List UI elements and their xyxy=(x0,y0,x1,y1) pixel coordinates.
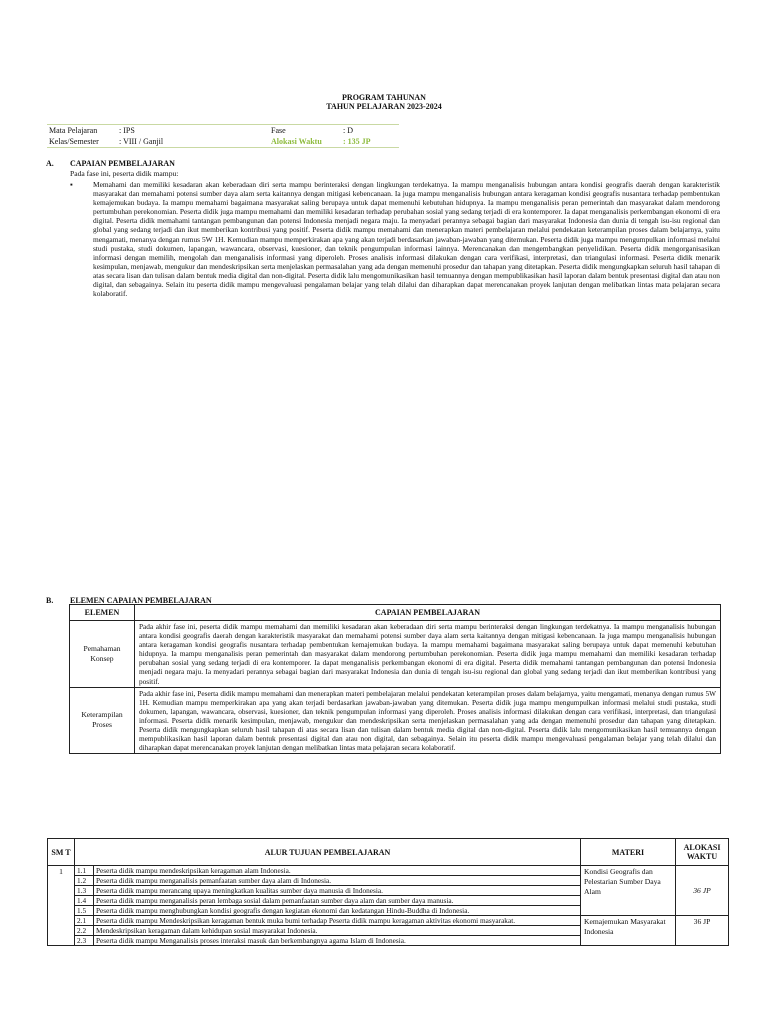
alokasi-value: : 135 JP xyxy=(341,136,399,148)
table-row xyxy=(48,866,729,876)
section-a-text: Memahami dan memiliki kesadaran akan keberadaan diri serta mampu berinteraksi dengan lingkungan terdekatnya. Ia mampu menganalisis hubungan antara kondisi geografis daerah dengan karakteristik masyarakat dan memahami potensi sumber daya alam serta kaitannya dengan mitigasi kebencanaan. Ia juga mampu menganalisis hubungan antara keragaman kondisi geografis nusantara terhadap pembentukan kemajemukan budaya. Ia mampu memahami bagaimana masyarakat saling berupaya untuk dapat memenuhi kebutuhan hidupnya. Ia mampu menganalisis peran pemerintah dan masyarakat dalam mendorong pertumbuhan perekonomian. Peserta didik juga mampu memahami dan memiliki kesadaran terhadap perubahan sosial yang sedang terjadi di era kontemporer. Ia dapat menganalisis perkembangan ekonomi di era digital. Peserta didik memahami tantangan pembangunan dan potensi Indonesia menjadi negara maju. Ia menyadari perannya sebagai bagian dari masyarakat Indonesia dan dunia di tengah isu-isu regional dan global yang sedang terjadi dan ikut memberikan kontribusi yang positif. Peserta didik mampu memahami dan menerapkan materi pembelajaran melalui pendekatan keterampilan proses dalam belajarnya, yaitu mengamati, menanya dengan rumus 5W 1H. Kemudian mampu memperkirakan apa yang akan terjadi berdasarkan jawaban-jawaban yang ditemukan. Peserta didik juga mampu mengumpulkan informasi melalui studi pustaka, studi dokumen, lapangan, wawancara, observasi, kuesioner, dan teknik pengumpulan informasi lainnya. Merencanakan dan mengembangkan penyelidikan. Peserta didik mengorganisasikan informasi dengan memilih, mengolah dan menganalisis informasi yang diperoleh. Proses analisis informasi dilakukan dengan cara verifikasi, interpretasi, dan triangulasi informasi. Peserta didik menarik kesimpulan, menjawab, mengukur dan mendeskripsikan serta menjelaskan permasalahan yang ada dengan memenuhi prosedur dan tahapan yang ditetapkan. Peserta didik mengungkapkan seluruh hasil tahapan di atas secara lisan dan tulisan dalam bentuk media digital dan non-digital. Peserta didik lalu mengomunikasikan hasil temuannya dengan mempublikasikan hasil laporan dalam bentuk presentasi digital dan atau non digital, dan sebagainya. Selain itu peserta didik mampu mengevaluasi pengalaman belajar yang telah dilalui dan diharapkan dapat merencanakan proyek lanjutan dengan melibatkan lintas mata pelajaran secara kolaboratif. xyxy=(93,180,720,299)
tp-text: Peserta didik mampu menganalisis pemanfaatan sumber daya alam di Indonesia. xyxy=(94,876,581,886)
elemen-label xyxy=(70,621,135,688)
capaian-text: Pada akhir fase ini, Peserta didik mampu memahami dan menerapkan materi pembelajaran melalui pendekatan keterampilan proses dalam belajarnya, yaitu mengamati, menanya dengan rumus 5W 1H. Kemudian mampu memperkirakan apa yang akan terjadi berdasarkan jawaban-jawaban yang ditemukan. Peserta didik juga mampu mengumpulkan informasi melalui studi pustaka, studi dokumen, lapangan, wawancara, observasi, kuesioner, dan teknik pengumpulan informasi yang diperoleh. Proses analisis informasi dilakukan dengan cara verifikasi, interpretasi, dan triangulasi informasi. Peserta didik menarik kesimpulan, menjawab, mengukur dan mendeskripsikan serta menjelaskan permasalahan yang ada dengan memenuhi prosedur dan tahapan yang ditetapkan. Peserta didik mengungkapkan seluruh hasil tahapan di atas secara lisan dan tulisan dalam bentuk media digital dan non-digital. Peserta didik lalu mengomunikasikan hasil temuannya dengan mempublikasikan hasil laporan dalam bentuk presentasi digital dan atau non digital, dan sebagainya. Selain itu peserta didik mampu mengevaluasi pengalaman belajar yang telah dilalui dan diharapkan dapat merencanakan proyek lanjutan dengan melibatkan lintas mata pelajaran secara kolaboratif. xyxy=(135,687,721,754)
fase-value: : D xyxy=(341,125,399,137)
tp-text: Peserta didik mampu menganalisis peran lembaga sosial dalam pemanfaatan sumber daya alam dan sumber daya manusia. xyxy=(94,896,581,906)
info-table xyxy=(47,124,399,148)
fase-label: Fase xyxy=(269,125,341,137)
alokasi-col-header xyxy=(676,839,729,866)
mapel-value: : IPS xyxy=(117,125,269,137)
kelas-label: Kelas/Semester xyxy=(47,136,117,148)
tp-number: 2.2 xyxy=(75,926,94,936)
elemen-label-line: Keterampilan xyxy=(81,710,123,720)
bullet-icon: ▪ xyxy=(70,180,73,189)
tp-number: 2.1 xyxy=(75,916,94,926)
alokasi-cell: 36 JP xyxy=(676,866,729,916)
doc-title: PROGRAM TAHUNAN xyxy=(342,93,426,102)
materi-cell: Kondisi Geografis dan Pelestarian Sumber Daya Alam xyxy=(581,866,676,916)
table-row xyxy=(48,916,729,926)
tp-number: 1.5 xyxy=(75,906,94,916)
tp-text: Peserta didik mampu mendeskripsikan keragaman alam Indonesia. xyxy=(94,866,581,876)
table-row xyxy=(70,621,721,688)
alur-col-header: ALUR TUJUAN PEMBELAJARAN xyxy=(75,839,581,866)
table-row xyxy=(70,687,721,754)
tp-number: 1.2 xyxy=(75,876,94,886)
section-a-intro: Pada fase ini, peserta didik mampu: xyxy=(70,169,179,178)
section-a-number: A. xyxy=(46,159,54,168)
tp-number: 1.1 xyxy=(75,866,94,876)
doc-year: TAHUN PELAJARAN 2023-2024 xyxy=(326,102,442,111)
atp-table xyxy=(47,838,729,946)
kelas-value: : VIII / Ganjil xyxy=(117,136,269,148)
materi-cell: Kemajemukan Masyarakat Indonesia xyxy=(581,916,676,946)
section-a-title: CAPAIAN PEMBELAJARAN xyxy=(70,159,175,168)
alokasi-header-line: ALOKASI xyxy=(683,843,721,852)
tp-text: Peserta didik mampu Mendeskripsikan keragaman bentuk muka bumi terhadap Peserta didik mampu keragaman aktivitas ekonomi masyarakat. xyxy=(94,916,581,926)
tp-text: Peserta didik mampu merancang upaya meningkatkan kualitas sumber daya manusia di Indonesia. xyxy=(94,886,581,896)
tp-number: 1.3 xyxy=(75,886,94,896)
tp-text: Peserta didik mampu menghubungkan kondisi geografis dengan kegiatan ekonomi dan kedatangan Hindu-Buddha di Indonesia. xyxy=(94,906,581,916)
capaian-col-header: CAPAIAN PEMBELAJARAN xyxy=(135,605,721,621)
elemen-label-line: Konsep xyxy=(90,653,114,663)
elemen-col-header: ELEMEN xyxy=(70,605,135,621)
tp-number: 2.3 xyxy=(75,936,94,946)
alokasi-label: Alokasi Waktu xyxy=(269,136,341,148)
alokasi-cell: 36 JP xyxy=(676,916,729,946)
elemen-label xyxy=(70,687,135,754)
capaian-text: Pada akhir fase ini, peserta didik mampu memahami dan memiliki kesadaran akan keberadaan diri serta mampu berinteraksi dengan lingkungan terdekatnya. Ia mampu menganalisis hubungan antara kondisi geografis daerah dengan karakteristik masyarakat dan memahami potensi sumber daya alam serta kaitannya dengan mitigasi kebencanaan. Ia juga mampu menganalisis hubungan antara keragaman kondisi geografis nusantara terhadap pembentukan kemajemukan budaya. Ia mampu memahami bagaimana masyarakat saling berupaya untuk dapat memenuhi kebutuhan hidupnya. Ia mampu menganalisis peran pemerintah dan masyarakat dalam mendorong pertumbuhan perekonomian. Peserta didik juga mampu memahami dan memiliki kesadaran terhadap perubahan sosial yang sedang terjadi di era kontemporer. Ia dapat menganalisis perkembangan ekonomi di era digital. Peserta didik memahami tantangan pembangunan dan potensi Indonesia menjadi negara maju. Ia menyadari perannya sebagai bagian dari masyarakat Indonesia dan dunia di tengah isu-isu regional dan global yang sedang terjadi dan ikut memberikan kontribusi yang positif. xyxy=(135,621,721,688)
smt-col-header: SM T xyxy=(48,839,75,866)
elemen-table xyxy=(69,604,721,754)
section-b-title: ELEMEN CAPAIAN PEMBELAJARAN xyxy=(70,596,212,605)
section-b-number: B. xyxy=(46,596,54,605)
mapel-label: Mata Pelajaran xyxy=(47,125,117,137)
materi-col-header: MATERI xyxy=(581,839,676,866)
elemen-label-line: Pemahaman xyxy=(83,643,121,653)
elemen-label-line: Proses xyxy=(92,720,112,730)
alokasi-header-line: WAKTU xyxy=(686,852,718,861)
semester-cell: 1 xyxy=(48,866,75,946)
tp-number: 1.4 xyxy=(75,896,94,906)
tp-text: Peserta didik mampu Menganalisis proses interaksi masuk dan berkembangnya agama Islam di Indonesia. xyxy=(94,936,581,946)
tp-text: Mendeskripsikan keragaman dalam kehidupan sosial masyarakat Indonesia. xyxy=(94,926,581,936)
